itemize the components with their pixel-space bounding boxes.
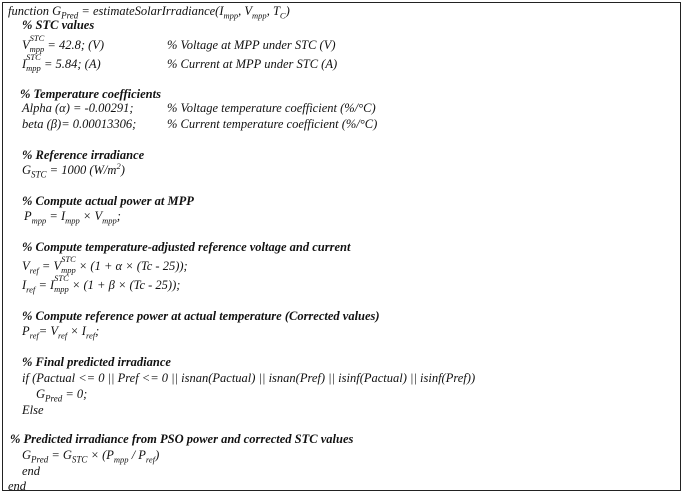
final-irradiance-header: % Final predicted irradiance <box>22 355 171 369</box>
stc-header: % STC values <box>22 18 95 32</box>
alpha-line: Alpha (α) = -0.00291; <box>22 101 134 115</box>
vmpp-stc-line: V STC $_{mpp}$ = 42.8; (V) <box>22 33 105 54</box>
function-signature: function $G_{Pred}$ = $estimateSolarIrradiance(I_{mpp}$, $V_{mpp}$, $T_C$) <box>8 4 290 21</box>
vmpp-comment: % Voltage at MPP under STC (V) <box>167 38 336 52</box>
if-condition-line: if (Pactual <= 0 || Pref <= 0 || isnan(Pactual) || isnan(Pref) || isinf(Pactual) || isinf(Pref)) <box>22 371 476 385</box>
iref-line: $I_{ref} = I$ STC $_{mpp}$ × (1 + β × (Tc - 25)); <box>22 273 181 295</box>
impp-stc-line: I STC $_{mpp}$ = 5.84; (A) <box>22 52 101 73</box>
impp-comment: % Current at MPP under STC (A) <box>167 57 338 71</box>
beta-line: beta (β)= 0.00013306; <box>22 117 137 131</box>
pref-line: $P_{ref}= V_{ref} \times I_{ref}$; <box>22 324 100 341</box>
end-line-outer: end <box>8 479 27 493</box>
pmpp-line: $P_{mpp} = I_{mpp} \times V_{mpp}$; <box>24 209 121 226</box>
temp-coeff-header: % Temperature coefficients <box>20 87 161 101</box>
pso-irradiance-header: % Predicted irradiance from PSO power and corrected STC values <box>10 432 354 446</box>
ref-irradiance-header: % Reference irradiance <box>22 148 145 162</box>
gpred-line: $G_{Pred} = G_{STC} \times (P_{mpp} / P_{ref})$ <box>22 448 160 465</box>
gstc-line: $G_{STC} = 1000$ $(W/m^2)$ <box>22 160 125 180</box>
end-line-inner: end <box>22 464 41 478</box>
alpha-comment: % Voltage temperature coefficient (%/°C) <box>167 101 376 115</box>
temp-adjusted-header: % Compute temperature-adjusted reference voltage and current <box>22 240 351 254</box>
gpred-zero-line: $G_{Pred} = 0$; <box>36 387 88 404</box>
beta-comment: % Current temperature coefficient (%/°C) <box>167 117 378 131</box>
else-line: Else <box>22 403 44 417</box>
actual-power-header: % Compute actual power at MPP <box>22 194 194 208</box>
vref-line: $V_{ref} = V$ STC $_{mpp}$ × (1 + α × (Tc - 25)); <box>22 254 188 276</box>
ref-power-header: % Compute reference power at actual temperature (Corrected values) <box>22 309 380 323</box>
